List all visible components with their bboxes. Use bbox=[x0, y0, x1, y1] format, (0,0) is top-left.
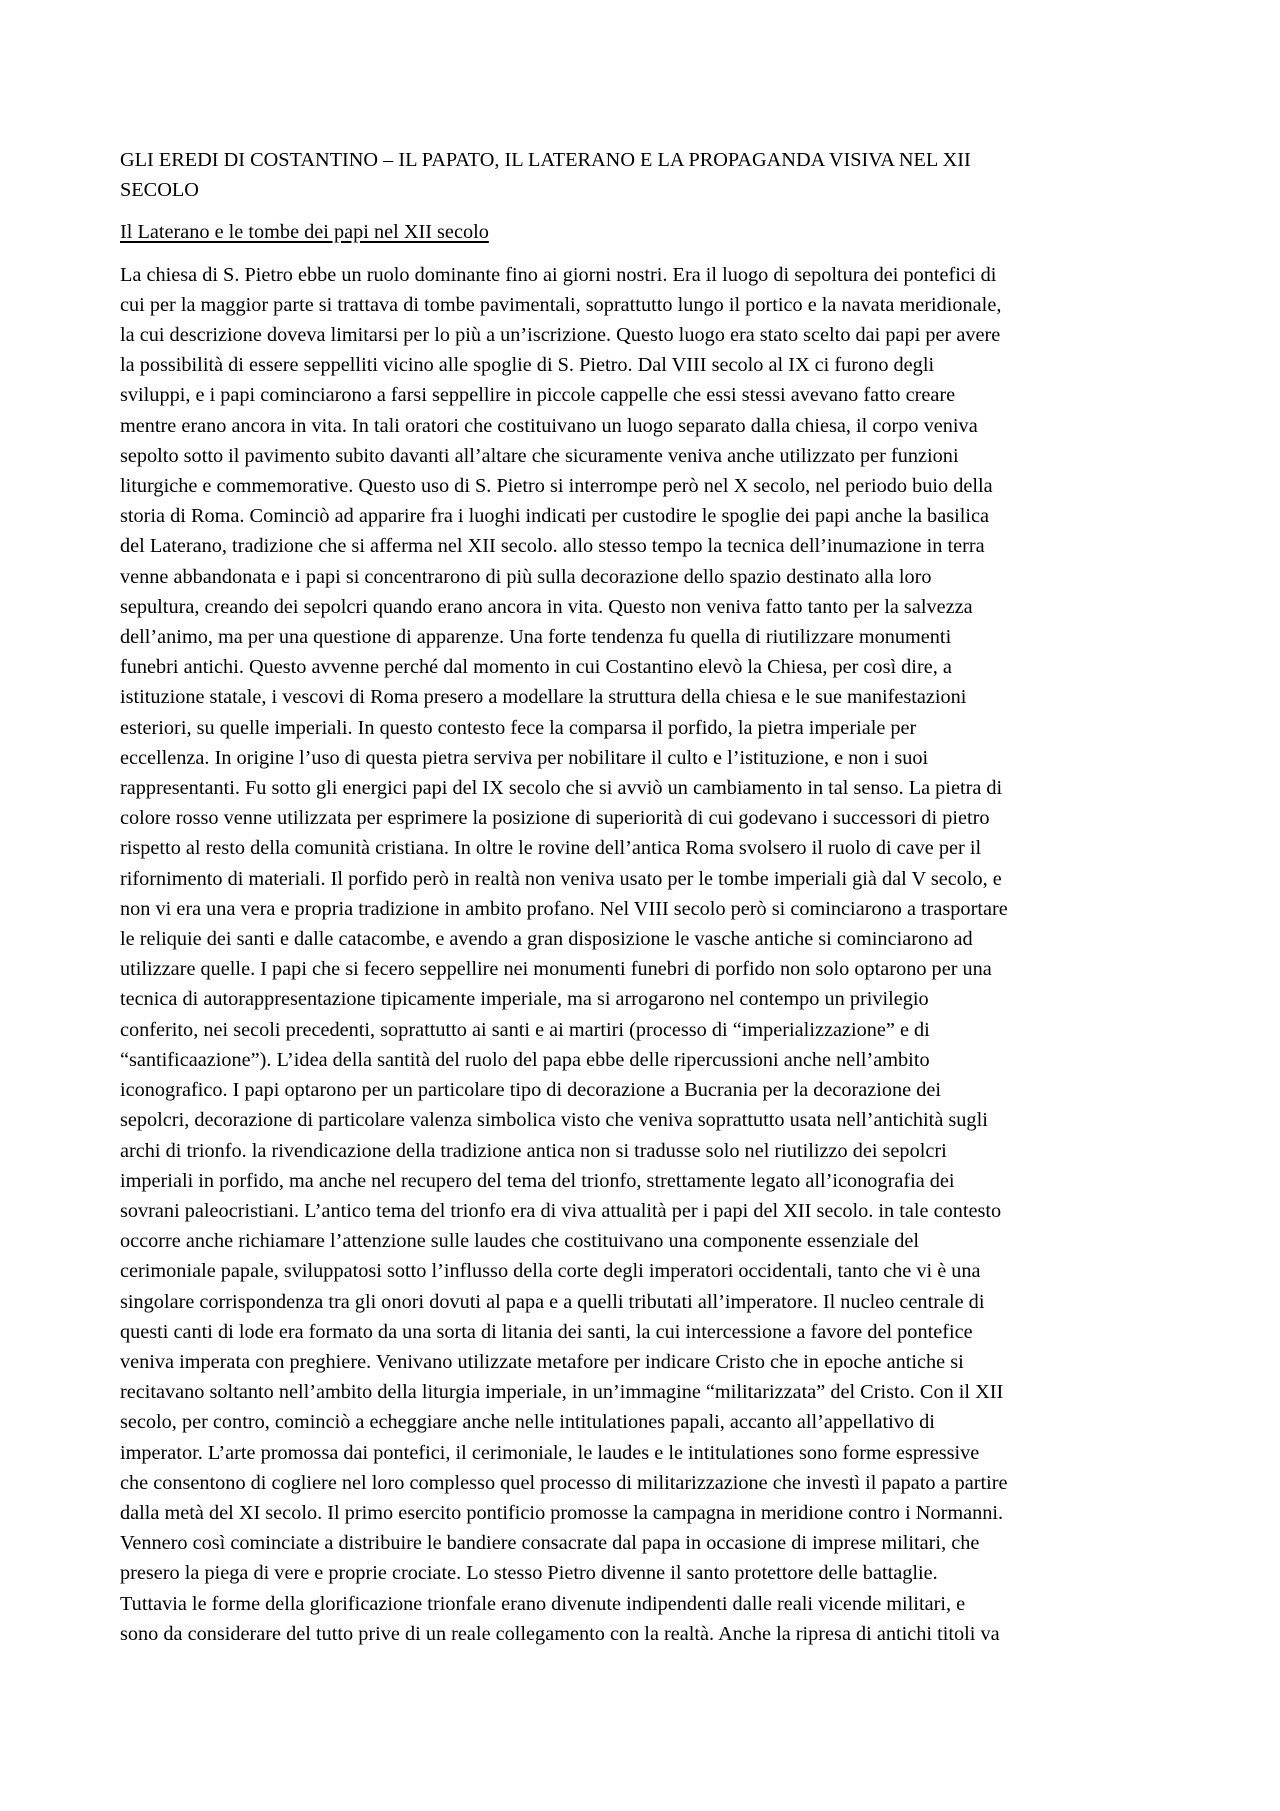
paragraph-line: del Laterano, tradizione che si afferma nel XII secolo. allo stesso tempo la tecnica dell’inumazione in terra bbox=[120, 535, 985, 558]
paragraph-line: presero la piega di vere e proprie crociate. Lo stesso Pietro divenne il santo protettore delle battaglie. bbox=[120, 1562, 938, 1585]
paragraph-line: istituzione statale, i vescovi di Roma presero a modellare la struttura della chiesa e le sue manifestazioni bbox=[120, 686, 967, 709]
body-paragraph bbox=[120, 260, 1165, 1649]
paragraph-line: utilizzare quelle. I papi che si fecero seppellire nei monumenti funebri di porfido non solo optarono per una bbox=[120, 958, 992, 981]
paragraph-line: mentre erano ancora in vita. In tali oratori che costituivano un luogo separato dalla chiesa, il corpo veniva bbox=[120, 414, 978, 437]
paragraph-line: cui per la maggior parte si trattava di tombe pavimentali, soprattutto lungo il portico e la navata meridionale, bbox=[120, 293, 1002, 316]
paragraph-line: venne abbandonata e i papi si concentrarono di più sulla decorazione dello spazio destinato alla loro bbox=[120, 565, 932, 588]
paragraph-line: tecnica di autorappresentazione tipicamente imperiale, ma si arrogarono nel contempo un privilegio bbox=[120, 988, 929, 1011]
paragraph-line: “santificaazione”). L’idea della santità del ruolo del papa ebbe delle ripercussioni anche nell’ambito bbox=[120, 1048, 930, 1071]
document-title bbox=[120, 145, 1165, 205]
paragraph-line: liturgiche e commemorative. Questo uso di S. Pietro si interrompe però nel X secolo, nel periodo buio della bbox=[120, 475, 993, 498]
paragraph-line: rappresentanti. Fu sotto gli energici papi del IX secolo che si avviò un cambiamento in tal senso. La pietra di bbox=[120, 777, 1003, 800]
paragraph-line: dalla metà del XI secolo. Il primo esercito pontificio promosse la campagna in meridione contro i Normanni. bbox=[120, 1501, 1004, 1524]
paragraph-line: sepolto sotto il pavimento subito davanti all’altare che sicuramente veniva anche utilizzato per funzioni bbox=[120, 444, 959, 467]
paragraph-line: funebri antichi. Questo avvenne perché dal momento in cui Costantino elevò la Chiesa, per così dire, a bbox=[120, 656, 952, 679]
paragraph-line: imperator. L’arte promossa dai pontefici, il cerimoniale, le laudes e le intitulationes sono forme espressive bbox=[120, 1441, 980, 1464]
paragraph-line: questi canti di lode era formato da una sorta di litania dei santi, la cui intercessione a favore del pontefice bbox=[120, 1320, 973, 1343]
paragraph-line: la cui descrizione doveva limitarsi per lo più a un’iscrizione. Questo luogo era stato scelto dai papi per avere bbox=[120, 324, 1001, 347]
section-heading: Il Laterano e le tombe dei papi nel XII secolo bbox=[120, 221, 489, 244]
paragraph-line: sovrani paleocristiani. L’antico tema del trionfo era di viva attualità per i papi del XII secolo. in tale contesto bbox=[120, 1199, 1002, 1222]
document-page bbox=[120, 145, 1165, 1649]
paragraph-line: sepolcri, decorazione di particolare valenza simbolica visto che veniva soprattutto usata nell’antichità sugli bbox=[120, 1109, 988, 1132]
paragraph-line: cerimoniale papale, sviluppatosi sotto l’influsso della corte degli imperatori occidentali, tanto che vi è una bbox=[120, 1260, 981, 1283]
paragraph-line: esteriori, su quelle imperiali. In questo contesto fece la comparsa il porfido, la pietra imperiale per bbox=[120, 716, 917, 739]
paragraph-line: singolare corrispondenza tra gli onori dovuti al papa e a quelli tributati all’imperatore. Il nucleo centrale di bbox=[120, 1290, 985, 1313]
paragraph-line: le reliquie dei santi e dalle catacombe, e avendo a gran disposizione le vasche antiche si cominciarono ad bbox=[120, 928, 973, 951]
paragraph-line: la possibilità di essere seppelliti vicino alle spoglie di S. Pietro. Dal VIII secolo al IX ci furono degli bbox=[120, 354, 935, 377]
paragraph-line: iconografico. I papi optarono per un particolare tipo di decorazione a Bucrania per la decorazione dei bbox=[120, 1079, 942, 1102]
paragraph-line: La chiesa di S. Pietro ebbe un ruolo dominante fino ai giorni nostri. Era il luogo di sepoltura dei pontefici di bbox=[120, 263, 997, 286]
paragraph-line: Tuttavia le forme della glorificazione trionfale erano divenute indipendenti dalle reali vicende militari, e bbox=[120, 1592, 966, 1615]
paragraph-line: dell’animo, ma per una questione di apparenze. Una forte tendenza fu quella di riutilizzare monumenti bbox=[120, 626, 952, 649]
paragraph-line: colore rosso venne utilizzata per esprimere la posizione di superiorità di cui godevano i successori di pietro bbox=[120, 807, 990, 830]
paragraph-line: veniva imperata con preghiere. Venivano utilizzate metafore per indicare Cristo che in epoche antiche si bbox=[120, 1350, 964, 1373]
paragraph-line: storia di Roma. Cominciò ad apparire fra i luoghi indicati per custodire le spoglie dei papi anche la basilica bbox=[120, 505, 990, 528]
paragraph-line: sepultura, creando dei sepolcri quando erano ancora in vita. Questo non veniva fatto tanto per la salvezza bbox=[120, 595, 973, 618]
paragraph-line: conferito, nei secoli precedenti, soprattutto ai santi e ai martiri (processo di “imperializzazione” e di bbox=[120, 1018, 930, 1041]
paragraph-line: imperiali in porfido, ma anche nel recupero del tema del trionfo, strettamente legato all’iconografia dei bbox=[120, 1169, 955, 1192]
paragraph-line: sono da considerare del tutto prive di un reale collegamento con la realtà. Anche la ripresa di antichi titoli va bbox=[120, 1622, 1000, 1645]
title-line: SECOLO bbox=[120, 179, 199, 202]
paragraph-line: Vennero così cominciate a distribuire le bandiere consacrate dal papa in occasione di imprese militari, che bbox=[120, 1532, 980, 1555]
paragraph-line: occorre anche richiamare l’attenzione sulle laudes che costituivano una componente essenziale del bbox=[120, 1230, 920, 1253]
paragraph-line: rispetto al resto della comunità cristiana. In oltre le rovine dell’antica Roma svolsero il ruolo di cave per il bbox=[120, 837, 982, 860]
title-line: GLI EREDI DI COSTANTINO – IL PAPATO, IL LATERANO E LA PROPAGANDA VISIVA NEL XII bbox=[120, 149, 971, 171]
paragraph-line: eccellenza. In origine l’uso di questa pietra serviva per nobilitare il culto e l’istituzione, e non i suoi bbox=[120, 746, 929, 769]
paragraph-line: recitavano soltanto nell’ambito della liturgia imperiale, in un’immagine “militarizzata” del Cristo. Con il XII bbox=[120, 1381, 1004, 1404]
paragraph-line: secolo, per contro, cominciò a echeggiare anche nelle intitulationes papali, accanto all’appellativo di bbox=[120, 1411, 935, 1434]
paragraph-line: che consentono di cogliere nel loro complesso quel processo di militarizzazione che investì il papato a partire bbox=[120, 1471, 1008, 1494]
paragraph-line: rifornimento di materiali. Il porfido però in realtà non veniva usato per le tombe imperiali già dal V secolo, e bbox=[120, 867, 1002, 890]
paragraph-line: sviluppi, e i papi cominciarono a farsi seppellire in piccole cappelle che essi stessi avevano fatto creare bbox=[120, 384, 956, 407]
paragraph-line: non vi era una vera e propria tradizione in ambito profano. Nel VIII secolo però si cominciarono a trasportare bbox=[120, 897, 1008, 920]
paragraph-line: archi di trionfo. la rivendicazione della tradizione antica non si tradusse solo nel riutilizzo dei sepolcri bbox=[120, 1139, 947, 1162]
